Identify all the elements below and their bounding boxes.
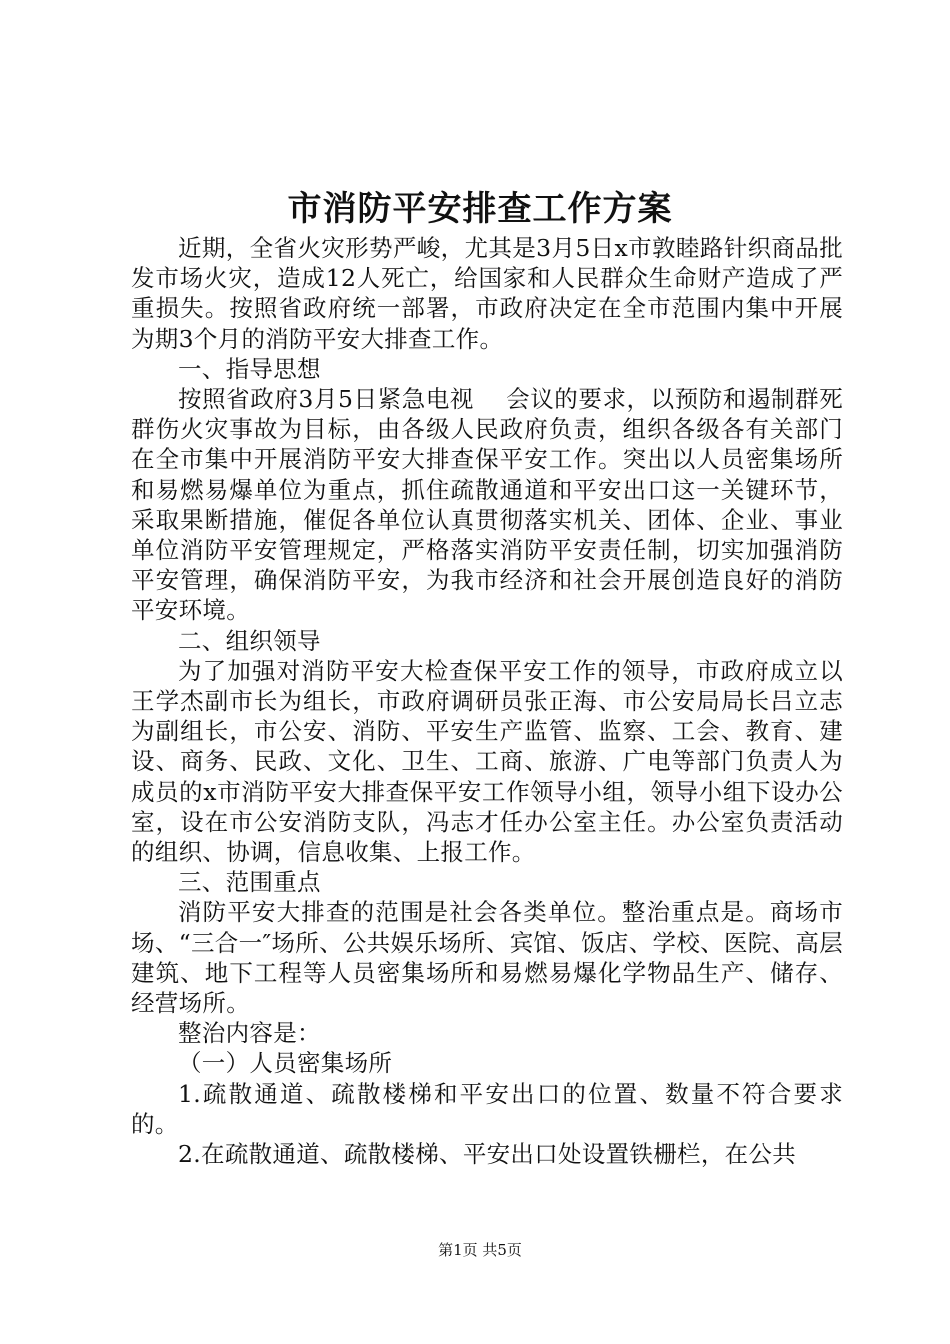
section-heading-scope: 三、范围重点	[178, 868, 321, 897]
paragraph-intro: 近期，全省火灾形势严峻，尤其是3月5日x市敦睦路针织商品批发市场火灾，造成12人死亡，给国家和人民群众生命财产造成了严重损失。按照省政府统一部署，市政府决定在全市范围内集中开展为期3个月的消防平安大排查工作。	[131, 234, 843, 353]
list-item-1: 1.疏散通道、疏散楼梯和平安出口的位置、数量不符合要求的。	[131, 1079, 843, 1138]
document-title: 市消防平安排查工作方案	[287, 189, 673, 229]
subsection-heading-crowded-places: （一）人员密集场所	[178, 1049, 393, 1078]
section-heading-guiding-ideology: 一、指导思想	[178, 354, 321, 383]
section-heading-organization: 二、组织领导	[178, 626, 321, 655]
paragraph-guiding-ideology: 按照省政府3月5日紧急电视 会议的要求，以预防和遏制群死群伤火灾事故为目标，由各级人民政府负责，组织各级各有关部门在全市集中开展消防平安大排查保平安工作。突出以人员密集场所和易燃易爆单位为重点，抓住疏散通道和平安出口这一关键环节，采取果断措施，催促各单位认真贯彻落实机关、团体、企业、事业单位消防平安管理规定，严格落实消防平安责任制，切实加强消防平安管理，确保消防平安，为我市经济和社会开展创造良好的消防平安环境。	[131, 385, 843, 625]
paragraph-scope: 消防平安大排查的范围是社会各类单位。整治重点是。商场市场、“三合一″场所、公共娱乐场所、宾馆、饭店、学校、医院、高层建筑、地下工程等人员密集场所和易燃易爆化学物品生产、储存、经营场所。	[131, 898, 843, 1018]
list-item-2: 2.在疏散通道、疏散楼梯、平安出口处设置铁栅栏，在公共	[178, 1140, 797, 1169]
document-body	[131, 233, 843, 1169]
paragraph-organization: 为了加强对消防平安大检查保平安工作的领导，市政府成立以王学杰副市长为组长，市政府调研员张正海、市公安局局长吕立志为副组长，市公安、消防、平安生产监管、监察、工会、教育、建设、商务、民政、文化、卫生、工商、旅游、广电等部门负责人为成员的x市消防平安大排查保平安工作领导小组，领导小组下设办公室，设在市公安消防支队，冯志才任办公室主任。办公室负责活动的组织、协调，信息收集、上报工作。	[131, 656, 843, 867]
paragraph-rectification-content: 整治内容是：	[178, 1019, 321, 1048]
page-footer: 第1页 共5页	[438, 1241, 522, 1259]
